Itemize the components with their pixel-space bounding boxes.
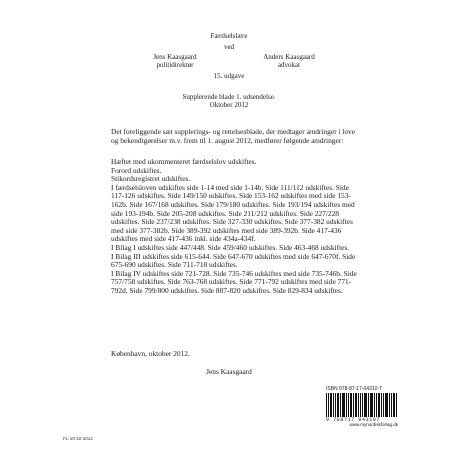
supplement-line-2: Oktober 2012 bbox=[209, 101, 249, 109]
publisher-url: www.mynordiskforlag.dk bbox=[349, 422, 398, 427]
supplement-heading bbox=[0, 93, 458, 109]
supplement-line-1: Supplerende blade 1. udsendelse. bbox=[182, 93, 276, 101]
change-item: Hæftet med ukommenteret færdselslov udskiftes. bbox=[111, 157, 257, 166]
intro-line-1: Det foreliggende sæt supplerings- og rettelsesblade, der medtager ændringer i love bbox=[111, 127, 356, 136]
change-item: I Bilag IV udskiftes side 721-728. Side 735-746 udskiftes med side 735-746b. Side 757/758 udskiftes. Side 763-768 udskiftes. Side 771-792 udskiftes med side 771-792d. Side 799/800 udskiftes. Side 807-820 udskiftes. Side 829-834 udskiftes. bbox=[111, 268, 357, 295]
author-2 bbox=[224, 53, 354, 69]
barcode-number: 9 788717 043107 bbox=[326, 417, 381, 423]
author-2-name: Anders Kaasgaard bbox=[263, 53, 315, 61]
book-title: Færdselslære bbox=[210, 32, 248, 40]
change-item: I Bilag III udskiftes side 615-644. Side 647-670 udskiftes med side 647-670f. Side 675-690 udskiftes. Side 711-718 udskiftes. bbox=[111, 251, 356, 270]
footer-code: FL-10-10-2012 bbox=[63, 436, 93, 441]
author-1-name: Jens Kaasgaard bbox=[153, 53, 197, 61]
change-item: I færdselsloven udskiftes side 1-14 med side 1-14b. Side 111/112 udskiftes. Side 117-126 udskiftes. Side 149/150 udskiftes. Side 153-162 udskiftes med side 153-162b. Side 167/168 udskiftes. Side 179/180 udskiftes. Side 193/194 udskiftes med side 193-194b. Side 205-208 udskiftes. Side 211/212 udskiftes. Side 227/228 udskiftes. Side 237/238 udskiftes. Side 327-330 udskiftes. Side 377-382 udskiftes med side 377-382b. Side 389-392 udskiftes med side 389-392b. Side 417-436 udskiftes med side 417-436 inkl. side 434a-434f. bbox=[111, 182, 355, 244]
edition: 15. udgave bbox=[213, 72, 245, 80]
isbn-label: ISBN 978-87-17-04310-7 bbox=[326, 386, 382, 392]
author-2-role: advokat bbox=[277, 61, 301, 69]
author-1 bbox=[110, 53, 240, 69]
intro-line-2: og bekendtgørelser m.v. frem til 1. august 2012, medfører følgende ændringer: bbox=[111, 135, 344, 145]
changes-list bbox=[111, 158, 361, 296]
author-1-role: politidirektør bbox=[156, 61, 194, 69]
change-item: Stikordsregistret udskiftes. bbox=[111, 174, 191, 184]
intro-paragraph bbox=[111, 128, 361, 145]
change-item: I Bilag I udskiftes side 447/448. Side 459/460 udskiftes. Side 463-468 udskiftes. bbox=[111, 242, 350, 252]
change-item: Forord udskiftes. bbox=[111, 165, 162, 175]
barcode-bars bbox=[326, 393, 398, 417]
signature-name: Jens Kaasgaard bbox=[206, 367, 252, 376]
by-word: ved bbox=[223, 43, 235, 51]
isbn-barcode bbox=[326, 386, 398, 426]
place-date: København, oktober 2012. bbox=[111, 349, 190, 358]
